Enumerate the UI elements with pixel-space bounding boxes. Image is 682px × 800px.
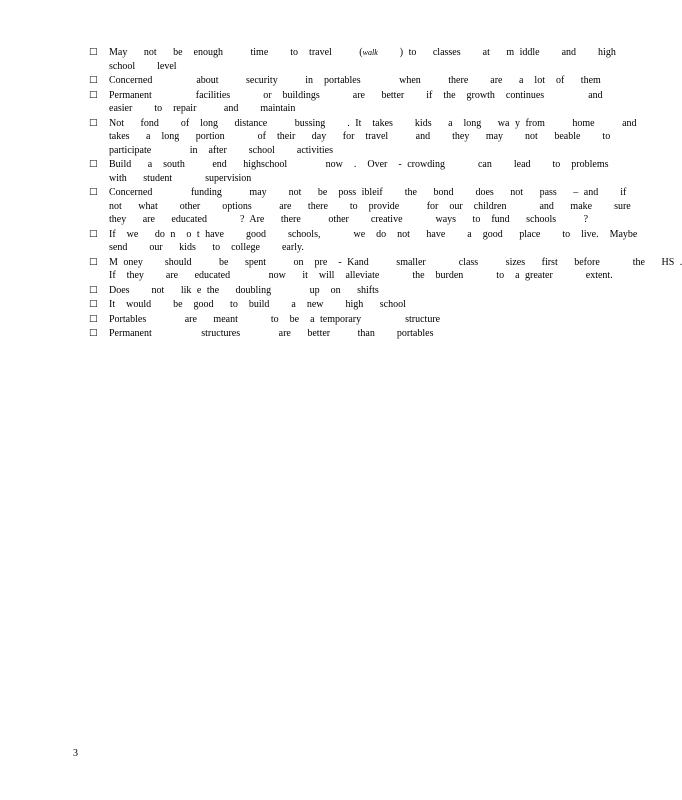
bullet-marker-icon: □ xyxy=(89,284,98,295)
text-segment: participate in after school activities xyxy=(109,144,333,156)
bullet-marker-icon: □ xyxy=(89,117,98,128)
text-segment: Portables are meant to be a temporary structure xyxy=(109,313,441,325)
bullet-marker-icon: □ xyxy=(89,328,98,338)
text-segment: Not fond of long distance bussing . It takes kids a long wa y from home and xyxy=(109,117,637,129)
bullet-marker-icon: □ xyxy=(89,228,98,239)
text-segment: with student supervision xyxy=(109,172,252,184)
text-segment: If they are educated now it will alleviate the burden to a greater extent. xyxy=(109,270,613,281)
text-segment: Permanent facilities or buildings are better if the growth continues and xyxy=(109,89,603,101)
text-segment: M oney should be spent on pre - Kand smaller class sizes first before the HS . xyxy=(109,256,682,268)
text-segment: Concerned funding may not be poss ibleif the bond does not pass – and if xyxy=(109,187,627,198)
bullet-text-line xyxy=(109,186,627,200)
text-segment: May not be enough time to travel ( xyxy=(109,47,363,58)
text-segment: Does not lik e the doubling up on shifts xyxy=(109,284,379,296)
bullet-text-line xyxy=(109,213,589,227)
text-segment: ) to classes at m iddle and high xyxy=(377,47,616,58)
bullet-item xyxy=(89,74,601,88)
text-segment: If we do n o t have good schools, we do not have a good place to live. Maybe xyxy=(109,228,638,240)
bullet-text-line xyxy=(109,284,514,298)
bullet-text-line xyxy=(109,89,603,103)
text-segment: takes a long portion of their day for travel and they may not beable to xyxy=(109,131,611,142)
bullet-marker-icon: □ xyxy=(89,75,98,85)
bullet-text-line xyxy=(109,74,601,88)
bullet-item xyxy=(89,89,603,116)
bullet-text-line xyxy=(109,298,514,312)
bullet-text-line xyxy=(109,256,682,270)
bullet-item xyxy=(89,186,631,227)
bullet-text-line xyxy=(109,228,638,242)
bullet-marker-icon: □ xyxy=(89,187,98,197)
bullet-item xyxy=(89,228,638,255)
bullet-marker-icon: □ xyxy=(89,89,98,100)
bullet-text-line xyxy=(109,172,514,186)
bullet-text-line xyxy=(109,130,611,144)
text-segment: easier to repair and maintain xyxy=(109,103,296,114)
text-segment: send our kids to college early. xyxy=(109,242,304,253)
bullet-marker-icon: □ xyxy=(89,47,98,57)
bullet-text-line xyxy=(109,102,514,116)
bullet-text-line xyxy=(109,144,514,158)
bullet-item xyxy=(89,327,514,341)
page-number: 3 xyxy=(73,748,78,759)
bullet-text-line xyxy=(109,117,637,131)
bullet-text-line xyxy=(109,158,609,172)
bullet-marker-icon: □ xyxy=(89,299,98,309)
text-segment: Permanent structures are better than portables xyxy=(109,328,434,339)
bullet-list xyxy=(89,46,682,342)
text-segment: not what other options are there to provide for our children and make sure xyxy=(109,200,631,212)
bullet-item xyxy=(89,46,616,73)
text-segment: Concerned about security in portables when there are a lot of them xyxy=(109,75,601,86)
bullet-item xyxy=(89,284,514,298)
bullet-text-line xyxy=(109,313,514,327)
bullet-item xyxy=(89,298,514,312)
bullet-text-line xyxy=(109,327,514,341)
bullet-item xyxy=(89,256,682,283)
text-segment: walk xyxy=(362,48,378,57)
text-segment: Build a south end highschool now . Over - crowding can lead to problems xyxy=(109,159,609,170)
bullet-marker-icon: □ xyxy=(89,256,98,267)
bullet-marker-icon: □ xyxy=(89,159,98,169)
bullet-marker-icon: □ xyxy=(89,313,98,324)
bullet-text-line xyxy=(109,60,514,74)
text-segment: they are educated ? Are there other creative ways to fund schools ? xyxy=(109,214,589,225)
bullet-item xyxy=(89,117,637,158)
bullet-text-line xyxy=(109,200,631,214)
text-segment: school level xyxy=(109,60,177,72)
bullet-text-line xyxy=(109,241,514,255)
text-segment: It would be good to build a new high school xyxy=(109,299,406,310)
bullet-item xyxy=(89,313,514,327)
bullet-text-line xyxy=(109,269,613,283)
bullet-text-line xyxy=(109,46,616,60)
bullet-item xyxy=(89,158,609,185)
